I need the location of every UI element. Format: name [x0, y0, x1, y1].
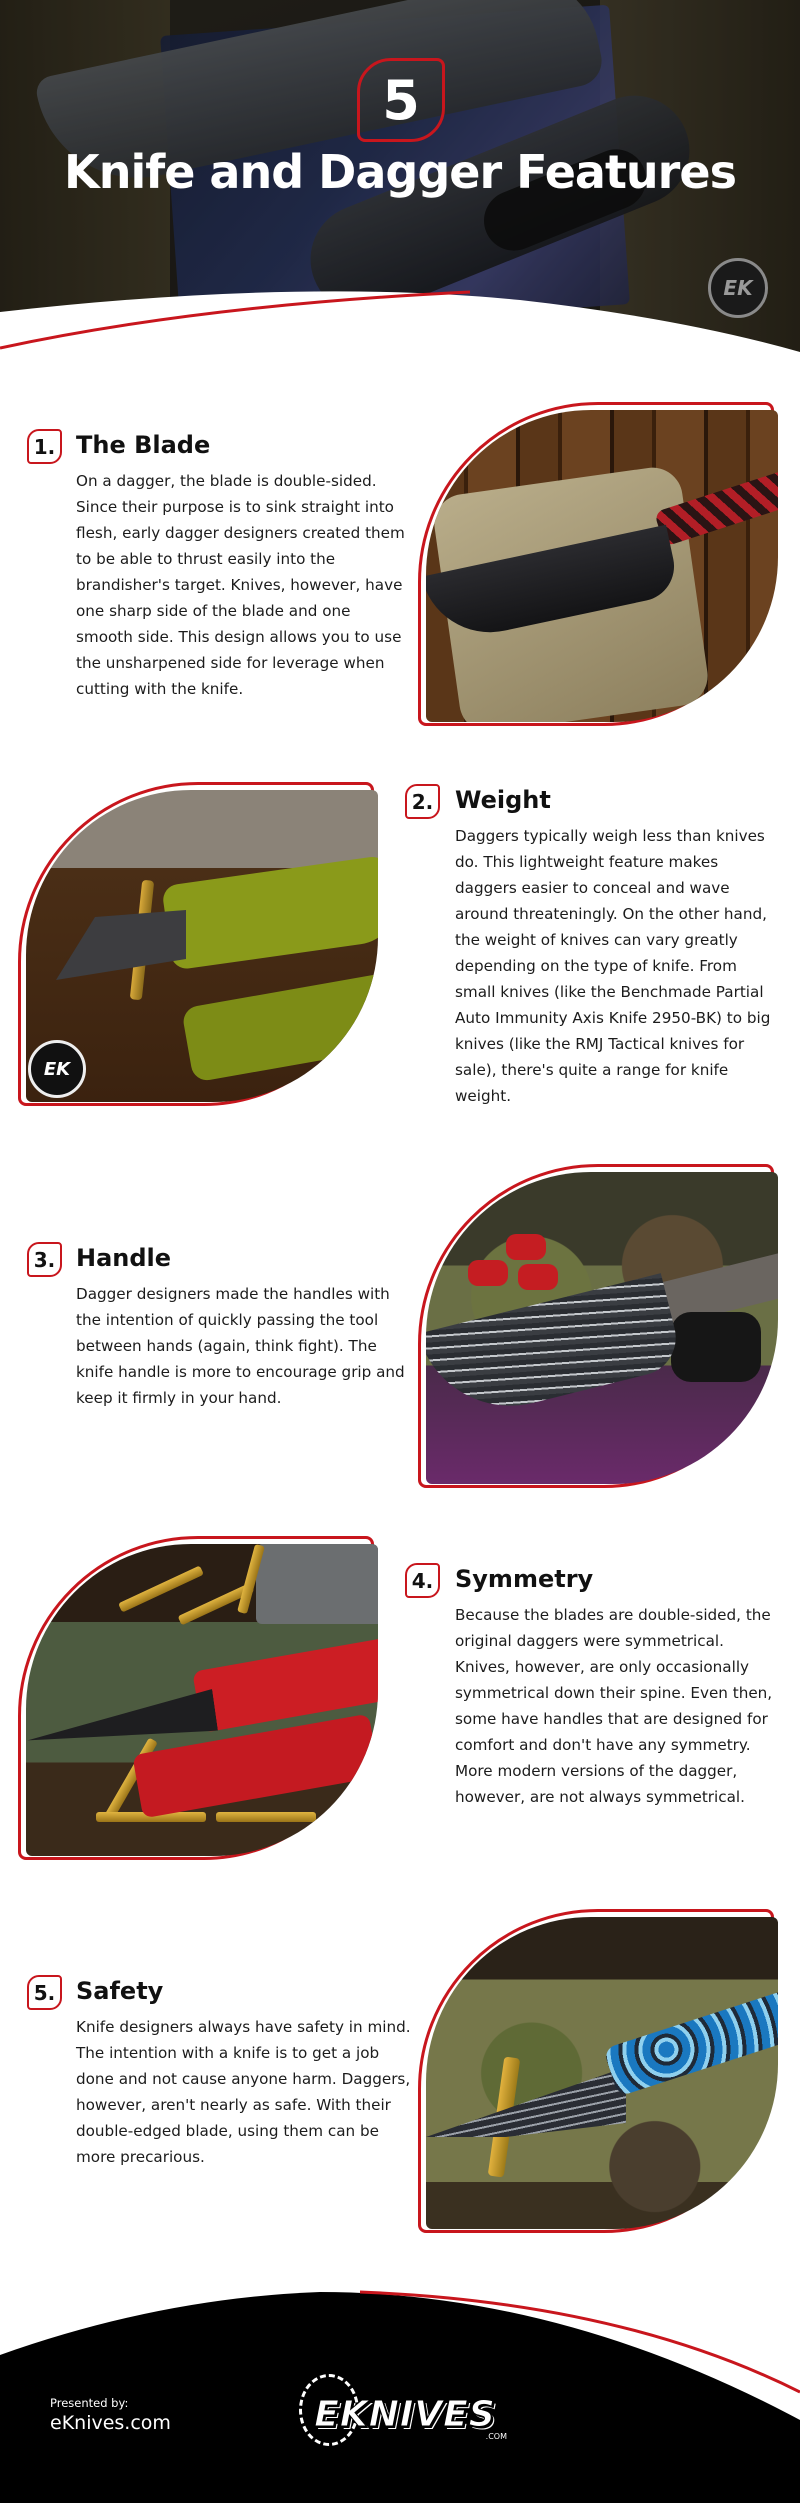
- feature-image: [26, 790, 378, 1102]
- feature-image: [26, 1544, 378, 1856]
- section-body: Because the blades are double-sided, the original daggers were symmetrical. Knives, however, are only occasionally symmetrical down their spine. Even then, some have handles that are designed for comfort and don't have any symmetry. More modern versions of the dagger, however, are not always symmetrical.: [455, 1606, 773, 1806]
- ek-badge-logo-icon: EK: [708, 258, 768, 318]
- number-badge: 1.: [33, 434, 56, 459]
- eknives-logo[interactable]: [295, 2380, 515, 2450]
- feature-image-frame: [26, 1544, 378, 1856]
- feature-image-frame: [426, 410, 778, 722]
- number-badge: 5.: [33, 1980, 56, 2005]
- number-badge: 4.: [411, 1568, 434, 1593]
- feature-image-frame: [426, 1917, 778, 2229]
- section-body: Dagger designers made the handles with the intention of quickly passing the tool between hands (again, think fight). The knife handle is more to encourage grip and keep it firmly in your hand.: [76, 1285, 405, 1407]
- section-title: The Blade: [76, 431, 211, 459]
- section-title: Handle: [76, 1244, 172, 1272]
- number-badge: 3.: [33, 1247, 56, 1272]
- presented-by-label: Presented by:: [50, 2396, 129, 2410]
- section-title: Safety: [76, 1977, 164, 2005]
- count-badge: 5: [382, 68, 420, 132]
- feature-image: [426, 410, 778, 722]
- page-title: Knife and Dagger Features: [64, 145, 736, 199]
- hero-wave-divider: [0, 270, 800, 380]
- section-body: Daggers typically weigh less than knives do. This lightweight feature makes daggers easier to conceal and wave around threateningly. On the other hand, the weight of knives can vary greatly depending on the type of knife. From small knives (like the Benchmade Partial Auto Immunity Axis Knife 2950-BK) to big knives (like the RMJ Tactical knives for sale), there's quite a range for knife weight.: [455, 827, 771, 1105]
- ek-badge-logo-icon: EK: [28, 1040, 86, 1098]
- number-badge: 2.: [411, 789, 434, 814]
- feature-image-frame: [26, 790, 378, 1102]
- section-body: Knife designers always have safety in mind. The intention with a knife is to get a job done and not cause anyone harm. Daggers, however, aren't nearly as safe. With their double-edged blade, using them can be more precarious.: [76, 2018, 411, 2166]
- feature-image-frame: [426, 1172, 778, 1484]
- eknives-logo-text: EKNIVES: [314, 2394, 496, 2435]
- site-link[interactable]: eKnives.com: [50, 2412, 171, 2434]
- section-body: On a dagger, the blade is double-sided. Since their purpose is to sink straight into flesh, early dagger designers created them to be able to thrust easily into the brandisher's target. Knives, however, have one sharp side of the blade and one smooth side. This design allows you to use the unsharpened side for leverage when cutting with the knife.: [76, 472, 405, 698]
- feature-image: [426, 1172, 778, 1484]
- section-title: Symmetry: [455, 1565, 594, 1593]
- section-title: Weight: [455, 786, 551, 814]
- eknives-logo-suffix: .COM: [485, 2432, 507, 2441]
- feature-image: [426, 1917, 778, 2229]
